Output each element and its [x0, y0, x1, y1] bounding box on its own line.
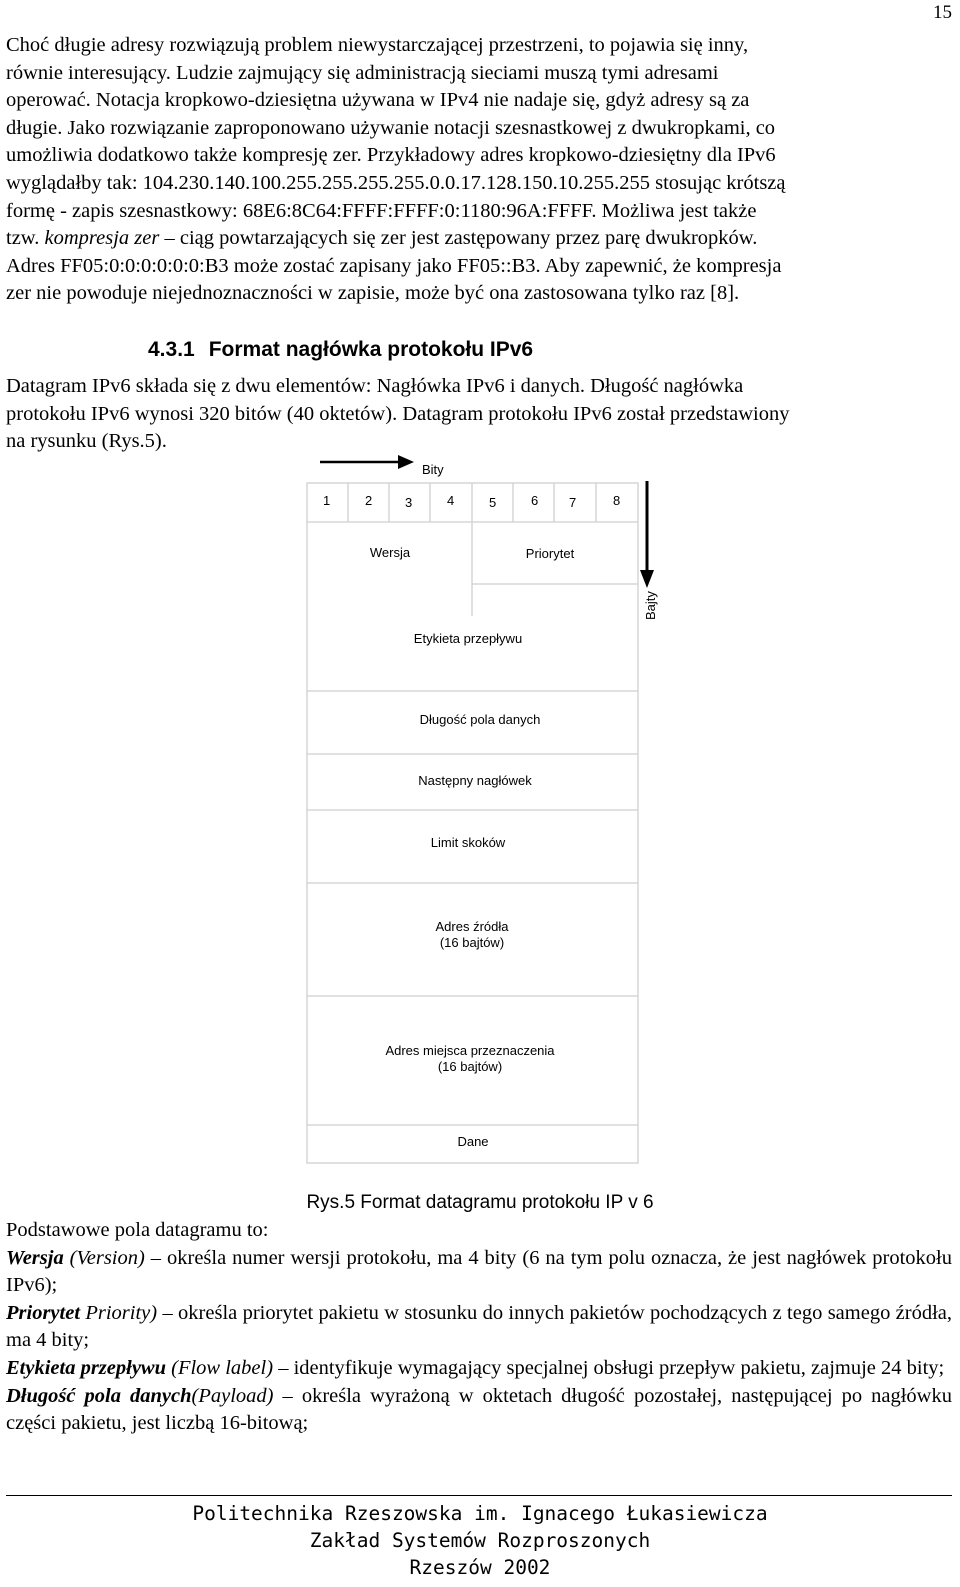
definition-text: – identyfikuje wymagający specjalnej obsługi przepływ pakietu, zajmuje 24 bity; — [273, 1356, 945, 1379]
text-fragment: – ciąg powtarzających się zer jest zastępowany przez parę dwukropków. — [159, 227, 758, 250]
section-heading — [148, 338, 533, 362]
intro-paragraph — [6, 32, 952, 308]
definition-term: Priorytet — [6, 1301, 81, 1324]
bit-number: 7 — [569, 495, 577, 510]
bit-number: 1 — [323, 493, 331, 508]
italic-term: kompresja zer — [44, 227, 160, 250]
paragraph-line: na rysunku (Rys.5). — [6, 430, 167, 453]
bit-dividers — [348, 483, 596, 522]
definition-alt: (Version) — [63, 1246, 145, 1269]
bit-number: 3 — [405, 495, 413, 510]
definition-text: – określa priorytet pakietu w stosunku do innych pakietów pochodzących z tego samego źródła, ma 4 bity; — [6, 1301, 953, 1352]
paragraph-line: długie. Jako rozwiązanie zaproponowano używanie notacji szesnastkowej z dwukropkami, co — [6, 116, 776, 139]
page-number: 15 — [933, 2, 952, 23]
paragraph-line — [6, 225, 952, 253]
definition-text: – określa wyrażoną w oktetach długość pozostałej, następującej po nagłówku części pakietu, jest liczbą 16-bitową; — [6, 1384, 952, 1435]
bit-number: 5 — [489, 495, 497, 510]
paragraph-line: formę - zapis szesnastkowy: 68E6:8C64:FFFF:FFFF:0:1180:96A:FFFF. Możliwa jest także — [6, 199, 757, 222]
text-fragment: tzw. — [6, 227, 45, 250]
field-destination-size: (16 bajtów) — [437, 1059, 503, 1074]
figure-caption — [0, 1192, 960, 1214]
section-title: Format nagłówka protokołu IPv6 — [208, 338, 534, 361]
field-source-size: (16 bajtów) — [439, 935, 505, 950]
definition-alt: Priority) — [80, 1301, 158, 1324]
paragraph-line: Choć długie adresy rozwiązują problem niewystarczającej przestrzeni, to pojawia się inny, — [6, 34, 749, 56]
page-footer — [0, 1500, 960, 1581]
bits-arrow-head — [398, 455, 414, 469]
paragraph-line: Podstawowe pola datagramu to: — [6, 1219, 269, 1241]
definition-item — [6, 1245, 952, 1300]
bytes-arrow-head — [640, 570, 654, 588]
footer-rule — [6, 1495, 952, 1496]
definition-item — [6, 1383, 952, 1438]
paragraph-line: operować. Notacja kropkowo-dziesiętna używana w IPv4 nie nadaje się, gdyż adresy są za — [6, 89, 750, 112]
bit-number: 4 — [447, 493, 455, 508]
bit-number: 6 — [531, 493, 539, 508]
field-payload-length: Długość pola danych — [419, 712, 541, 727]
definition-term: Długość pola danych — [6, 1384, 192, 1407]
fields-paragraph — [6, 1217, 952, 1438]
paragraph-line: protokołu IPv6 wynosi 320 bitów (40 oktetów). Datagram protokołu IPv6 został przedstawiony — [6, 402, 790, 425]
paragraph-line: Datagram IPv6 składa się z dwu elementów: Nagłówka IPv6 i danych. Długość nagłówka — [6, 375, 744, 397]
field-version: Wersja — [369, 545, 411, 560]
field-flow-label: Etykieta przepływu — [413, 631, 523, 646]
footer-university: Politechnika Rzeszowska im. Ignacego Łukasiewicza — [192, 1502, 768, 1525]
paragraph-line: wyglądałby tak: 104.230.140.100.255.255.255.255.0.0.17.128.150.10.255.255 stosując krótszą — [6, 171, 786, 194]
field-hop-limit: Limit skoków — [430, 835, 506, 850]
caption-text: Rys.5 Format datagramu protokołu IP v 6 — [306, 1192, 654, 1213]
paragraph-line: zer nie powoduje niejednoznaczności w zapisie, może być ona zastosowana tylko raz [8]. — [6, 282, 740, 305]
paragraph-line: Adres FF05:0:0:0:0:0:0:B3 może zostać zapisany jako FF05::B3. Aby zapewnić, że kompresja — [6, 254, 782, 277]
definition-term: Etykieta przepływu — [6, 1356, 167, 1379]
definition-term: Wersja — [6, 1246, 64, 1269]
field-next-header: Następny nagłówek — [418, 773, 532, 788]
footer-department: Zakład Systemów Rozproszonych — [309, 1529, 651, 1552]
field-data: Dane — [457, 1134, 489, 1149]
footer-city-year: Rzeszów 2002 — [409, 1556, 551, 1579]
section-number: 4.3.1 — [148, 338, 195, 361]
paragraph-line: równie interesujący. Ludzie zajmujący się administracją sieciami muszą tymi adresami — [6, 61, 719, 84]
definition-alt: (Flow label) — [166, 1356, 274, 1379]
definition-item — [6, 1355, 952, 1383]
paragraph-line: umożliwia dodatkowo także kompresję zer. Przykładowy adres kropkowo-dziesiętny dla IPv6 — [6, 144, 776, 167]
field-priority: Priorytet — [525, 546, 575, 561]
ipv6-header-diagram — [0, 450, 960, 1190]
bit-number: 2 — [365, 493, 373, 508]
bytes-label: Bajty — [643, 591, 658, 620]
bits-label: Bity — [422, 462, 444, 477]
datagram-paragraph — [6, 373, 952, 456]
field-source-address: Adres źródła — [435, 919, 509, 934]
definition-text: – określa numer wersji protokołu, ma 4 bity (6 na tym polu oznacza, że jest nagłówek protokołu IPv6); — [6, 1246, 952, 1297]
definition-alt: (Payload) — [191, 1384, 274, 1407]
definition-item — [6, 1300, 952, 1355]
field-destination-address: Adres miejsca przeznaczenia — [385, 1043, 555, 1058]
bit-number: 8 — [613, 493, 621, 508]
